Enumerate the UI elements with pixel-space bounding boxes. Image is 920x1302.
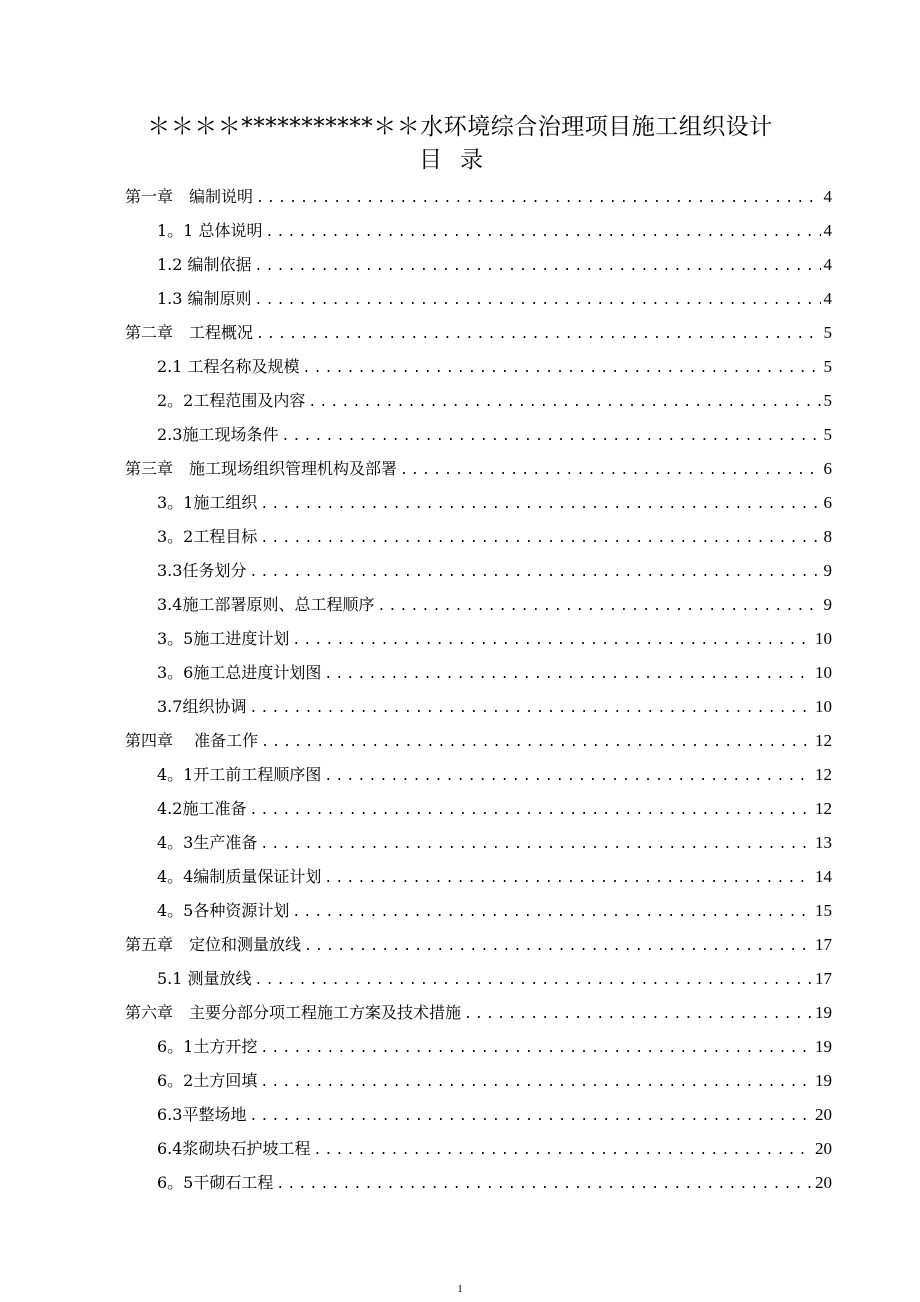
toc-entry-page: 5: [823, 323, 832, 342]
toc-heading: 目录: [419, 147, 501, 173]
toc-dot-leader: [324, 766, 812, 788]
toc-dot-leader: [260, 528, 820, 550]
toc-entry[interactable]: [157, 254, 832, 278]
toc-entry-label: 3。2工程目标: [157, 527, 258, 546]
toc-entry-page: 20: [815, 1139, 832, 1158]
toc-entry[interactable]: [125, 730, 832, 754]
toc-dot-leader: [292, 902, 812, 924]
toc-dot-leader: [249, 1106, 812, 1128]
toc-entry[interactable]: [157, 526, 832, 550]
toc-dot-leader: [324, 868, 812, 890]
toc-dot-leader: [260, 494, 820, 516]
toc-dot-leader: [265, 222, 820, 244]
toc-entry-label: 3.3任务划分: [157, 561, 247, 580]
toc-entry[interactable]: [157, 560, 832, 584]
toc-entry-label: 5.1 测量放线: [157, 969, 252, 988]
toc-entry[interactable]: [157, 1104, 832, 1128]
toc-entry[interactable]: [157, 492, 832, 516]
toc-entry-label: 3.4施工部署原则、总工程顺序: [157, 595, 375, 614]
toc-entry-label: 4。1开工前工程顺序图: [157, 765, 322, 784]
toc-entry[interactable]: [125, 458, 832, 482]
toc-entry-page: 20: [815, 1105, 832, 1124]
toc-entry-page: 4: [823, 289, 832, 308]
page-number: 1: [457, 1283, 463, 1295]
toc-dot-leader: [256, 324, 820, 346]
toc-entry-page: 5: [823, 391, 832, 410]
toc-dot-leader: [249, 562, 820, 584]
toc-entry-page: 4: [823, 221, 832, 240]
toc-dot-leader: [255, 290, 821, 312]
toc-dot-leader: [304, 936, 812, 958]
toc-dot-leader: [261, 732, 812, 754]
toc-entry-page: 4: [823, 255, 832, 274]
toc-entry[interactable]: [157, 1138, 832, 1162]
toc-entry-label: 1.2 编制依据: [157, 255, 252, 274]
toc-entry[interactable]: [157, 594, 832, 618]
toc-entry-page: 17: [815, 969, 832, 988]
toc-entry[interactable]: [125, 1002, 832, 1026]
toc-dot-leader: [281, 426, 820, 448]
toc-entry-label: 3。5施工进度计划: [157, 629, 290, 648]
toc-entry-page: 19: [815, 1003, 832, 1022]
toc-entry[interactable]: [125, 186, 832, 210]
toc-entry-label: 4。3生产准备: [157, 833, 258, 852]
toc-entry-label: 4.2施工准备: [157, 799, 247, 818]
toc-dot-leader: [256, 188, 820, 210]
toc-dot-leader: [260, 834, 812, 856]
toc-dot-leader: [308, 392, 820, 414]
toc-entry-label: 2.1 工程名称及规模: [157, 357, 300, 376]
toc-entry-label: 2。2工程范围及内容: [157, 391, 306, 410]
toc-entry-label: 第四章 准备工作: [125, 731, 259, 750]
toc-entry[interactable]: [157, 832, 832, 856]
toc-entry-page: 14: [815, 867, 832, 886]
toc-entry-label: 1.3 编制原则: [157, 289, 252, 308]
toc-dot-leader: [377, 596, 820, 618]
document-title: ＊＊＊＊***********＊＊水环境综合治理项目施工组织设计: [147, 114, 773, 140]
toc-entry-label: 4。4编制质量保证计划: [157, 867, 322, 886]
toc-entry[interactable]: [157, 1070, 832, 1094]
toc-dot-leader: [260, 1038, 812, 1060]
toc-entry[interactable]: [125, 934, 832, 958]
toc-entry-page: 19: [815, 1071, 832, 1090]
toc-entry-label: 2.3施工现场条件: [157, 425, 279, 444]
toc-entry-label: 4。5各种资源计划: [157, 901, 290, 920]
toc-dot-leader: [260, 1072, 812, 1094]
toc-dot-leader: [400, 460, 820, 482]
toc-dot-leader: [249, 698, 812, 720]
toc-entry[interactable]: [157, 1172, 832, 1196]
toc-entry[interactable]: [125, 322, 832, 346]
toc-entry-page: 6: [823, 493, 832, 512]
toc-entry[interactable]: [157, 628, 832, 652]
toc-entry-label: 3。6施工总进度计划图: [157, 663, 322, 682]
toc-entry[interactable]: [157, 764, 832, 788]
toc-entry-label: 第二章 工程概况: [125, 323, 254, 342]
toc-entry-page: 13: [815, 833, 832, 852]
toc-dot-leader: [255, 256, 821, 278]
toc-entry-page: 6: [823, 459, 832, 478]
toc-entry-label: 3.7组织协调: [157, 697, 247, 716]
toc-entry-page: 10: [815, 629, 832, 648]
toc-entry[interactable]: [157, 220, 832, 244]
toc-entry[interactable]: [157, 968, 832, 992]
toc-entry[interactable]: [157, 424, 832, 448]
toc-entry-page: 20: [815, 1173, 832, 1192]
toc-entry-page: 12: [815, 765, 832, 784]
toc-dot-leader: [464, 1004, 812, 1026]
toc-entry-label: 6.3平整场地: [157, 1105, 247, 1124]
toc-dot-leader: [276, 1174, 812, 1196]
toc-entry-label: 第六章 主要分部分项工程施工方案及技术措施: [125, 1003, 462, 1022]
toc-entry-label: 第五章 定位和测量放线: [125, 935, 302, 954]
toc-entry-label: 6.4浆砌块石护坡工程: [157, 1139, 311, 1158]
toc-entry[interactable]: [157, 662, 832, 686]
toc-entry[interactable]: [157, 866, 832, 890]
toc-entry[interactable]: [157, 798, 832, 822]
toc-entry-page: 10: [815, 697, 832, 716]
toc-entry-page: 17: [815, 935, 832, 954]
toc-entry-page: 9: [823, 561, 832, 580]
toc-entry-page: 12: [815, 731, 832, 750]
toc-entry-page: 8: [823, 527, 832, 546]
toc-dot-leader: [249, 800, 812, 822]
toc-entry[interactable]: [157, 1036, 832, 1060]
toc-entry-page: 10: [815, 663, 832, 682]
toc-dot-leader: [255, 970, 812, 992]
toc-entry-label: 6。2土方回填: [157, 1071, 258, 1090]
toc-entry-page: 5: [823, 357, 832, 376]
toc-entry-page: 12: [815, 799, 832, 818]
toc-dot-leader: [324, 664, 812, 686]
toc-entry-label: 3。1施工组织: [157, 493, 258, 512]
toc-entry-page: 19: [815, 1037, 832, 1056]
toc-dot-leader: [303, 358, 821, 380]
toc-dot-leader: [313, 1140, 812, 1162]
toc-entry-label: 1。1 总体说明: [157, 221, 263, 240]
toc-entry-page: 15: [815, 901, 832, 920]
toc-entry[interactable]: [157, 288, 832, 312]
toc-entry-page: 9: [823, 595, 832, 614]
toc-entry-label: 第一章 编制说明: [125, 187, 254, 206]
toc-entry-label: 第三章 施工现场组织管理机构及部署: [125, 459, 398, 478]
toc-entry-label: 6。1土方开挖: [157, 1037, 258, 1056]
toc-dot-leader: [292, 630, 812, 652]
toc-entry[interactable]: [157, 356, 832, 380]
toc-entry-page: 4: [823, 187, 832, 206]
toc-entry-label: 6。5干砌石工程: [157, 1173, 274, 1192]
toc-entry[interactable]: [157, 390, 832, 414]
toc-entry[interactable]: [157, 900, 832, 924]
toc-entry[interactable]: [157, 696, 832, 720]
toc-entry-page: 5: [823, 425, 832, 444]
